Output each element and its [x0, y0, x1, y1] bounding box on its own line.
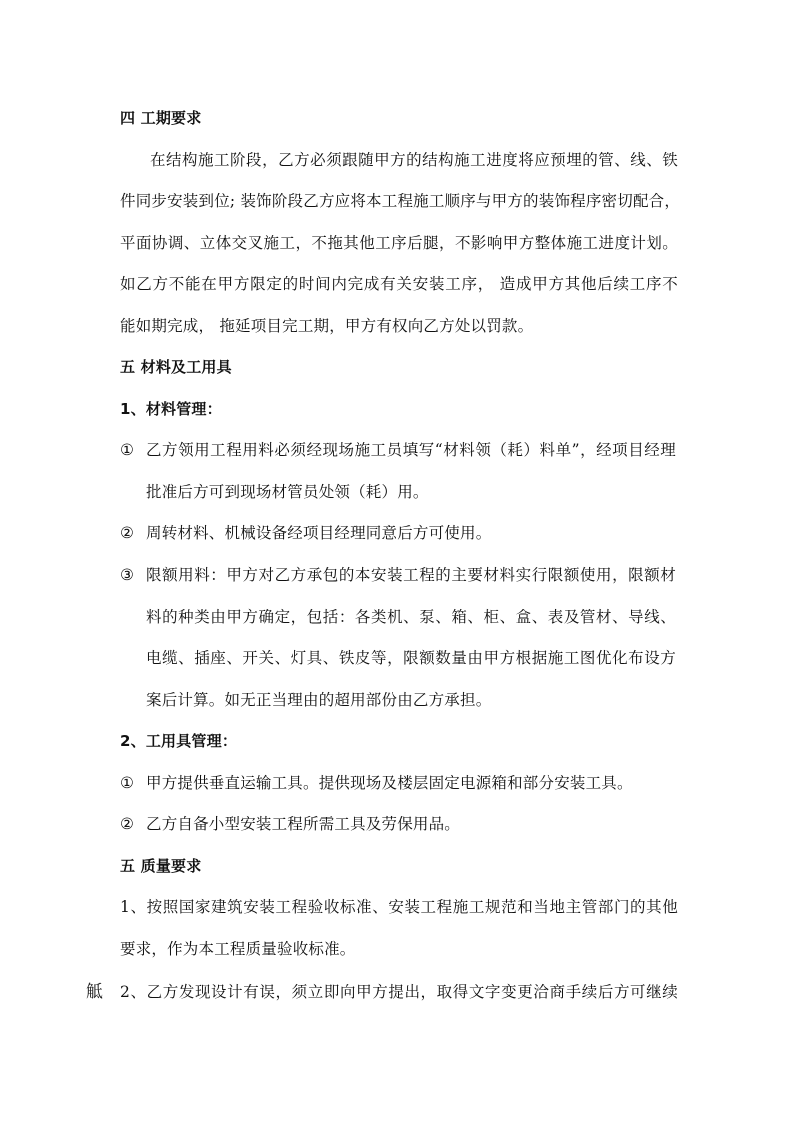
section-4-title: 四 工期要求 — [120, 109, 202, 127]
section-quality-title: 五 质量要求 — [120, 857, 202, 875]
s5-1-item-3-line-2: 料的种类由甲方确定，包括：各类机、泵、箱、柜、盒、表及管材、导线、 — [146, 608, 676, 626]
s5-1-item-3-line-1: 限额用料：甲方对乙方承包的本安装工程的主要材料实行限额使用，限额材 — [146, 566, 676, 584]
s4-paragraph-line-2: 件同步安装到位; 装饰阶段乙方应将本工程施工顺序与甲方的装饰程序密切配合， — [120, 192, 681, 210]
s5-2-item-2-number: ② — [120, 815, 135, 833]
s5-1-item-3-number: ③ — [120, 566, 135, 584]
s4-paragraph-line-3: 平面协调、立体交叉施工，不拖其他工序后腿，不影响甲方整体施工进度计划。 — [120, 234, 678, 252]
quality-paragraph-2-line-1: 2、乙方发现设计有误，须立即向甲方提出，取得文字变更洽商手续后方可继续 — [120, 983, 678, 1001]
quality-paragraph-1-line-2: 要求，作为本工程质量验收标准。 — [120, 940, 356, 958]
margin-stray-character: 觝 — [86, 982, 103, 1002]
s4-paragraph-line-4: 如乙方不能在甲方限定的时间内完成有关安装工序， 造成甲方其他后续工序不 — [120, 275, 678, 293]
s5-1-item-1-line-2: 批准后方可到现场材管员处领（耗）用。 — [146, 483, 429, 501]
s5-2-item-2-line-1: 乙方自备小型安装工程所需工具及劳保用品。 — [146, 815, 461, 833]
s4-paragraph-line-5: 能如期完成， 拖延项目完工期，甲方有权向乙方处以罚款。 — [120, 317, 534, 335]
s5-2-item-1-line-1: 甲方提供垂直运输工具。提供现场及楼层固定电源箱和部分安装工具。 — [146, 774, 633, 792]
section-5-title: 五 材料及工用具 — [120, 358, 232, 376]
s5-2-item-1-number: ① — [120, 774, 135, 792]
s5-subsection-2-title: 2、工用具管理： — [120, 732, 238, 750]
s5-1-item-3-line-4: 案后计算。如无正当理由的超用部份由乙方承担。 — [146, 691, 492, 709]
s5-1-item-3-line-3: 电缆、插座、开关、灯具、铁皮等，限额数量由甲方根据施工图优化布设方 — [146, 649, 676, 667]
s5-subsection-1-title: 1、材料管理： — [120, 400, 222, 418]
s5-1-item-1-line-1: 乙方领用工程用料必须经现场施工员填写“材料领（耗）料单”，经项目经理 — [146, 441, 676, 459]
s5-1-item-2-line-1: 周转材料、机械设备经项目经理同意后方可使用。 — [146, 524, 492, 542]
s5-1-item-1-number: ① — [120, 441, 135, 459]
s5-1-item-2-number: ② — [120, 524, 135, 542]
s4-paragraph-line-1: 在结构施工阶段，乙方必须跟随甲方的结构施工进度将应预埋的管、线、铁 — [150, 151, 678, 169]
quality-paragraph-1-line-1: 1、按照国家建筑安装工程验收标准、安装工程施工规范和当地主管部门的其他 — [120, 898, 678, 916]
